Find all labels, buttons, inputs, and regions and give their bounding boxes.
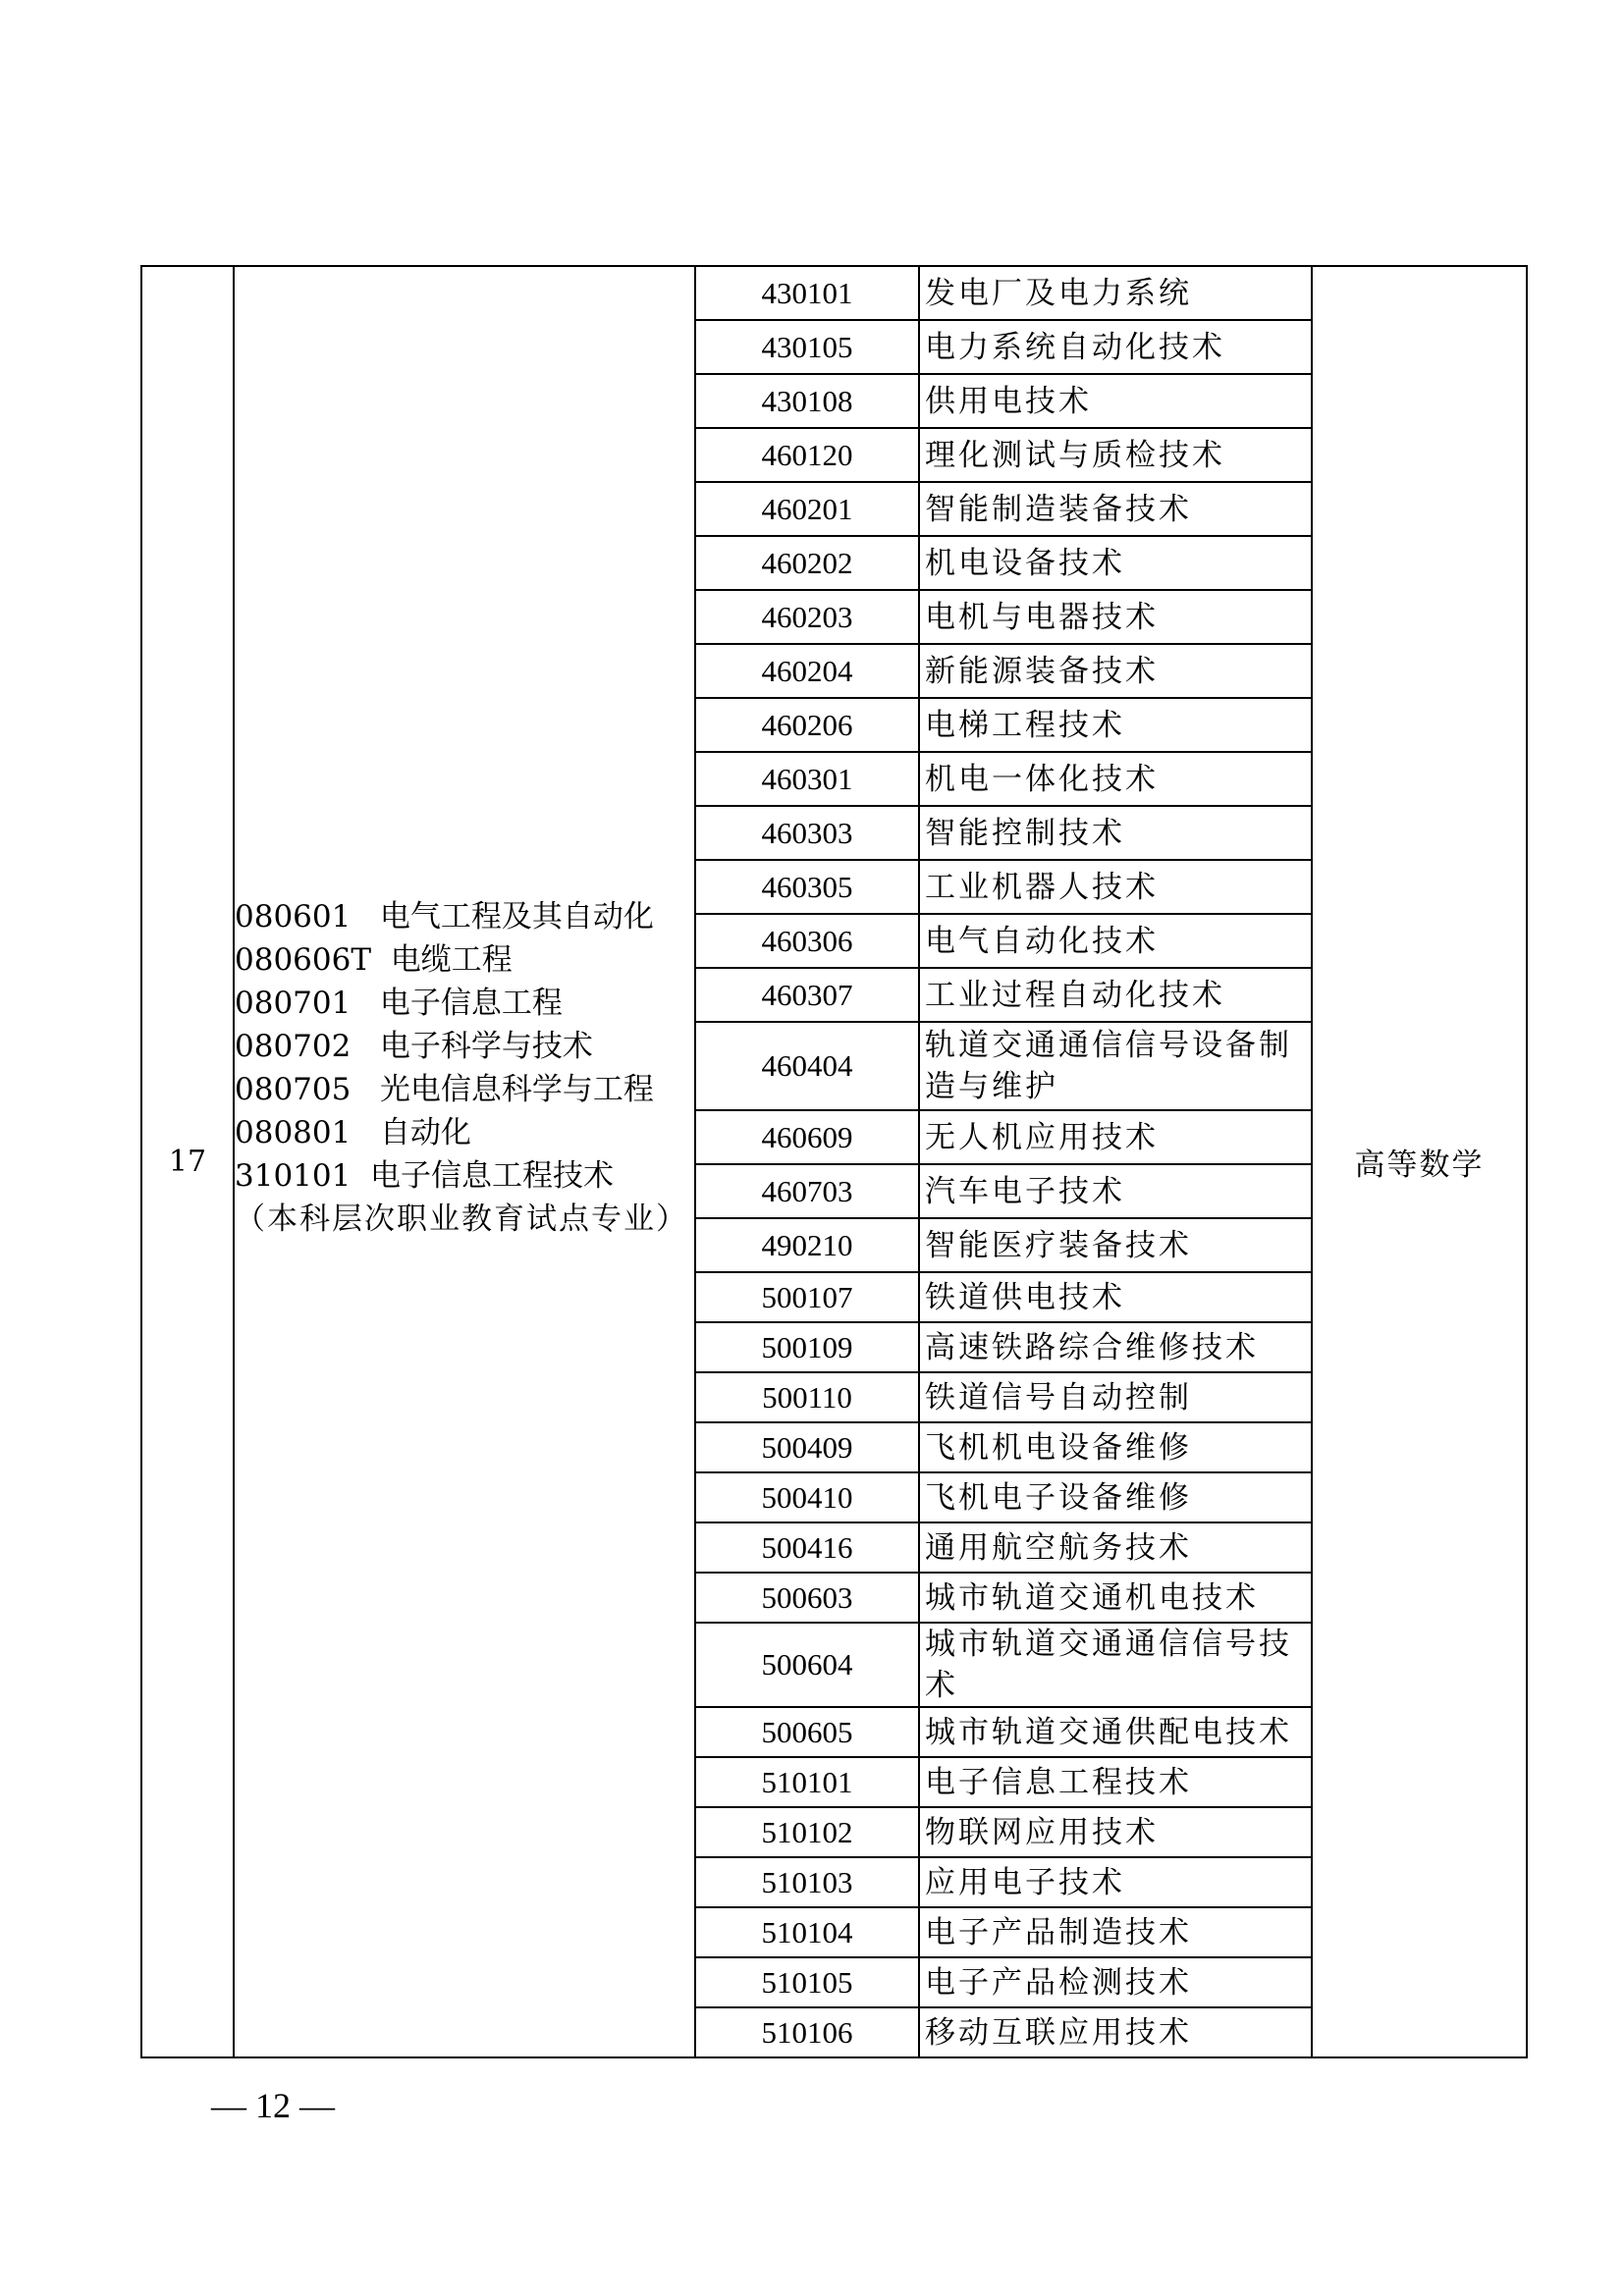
major-name: 电机与电器技术 <box>919 590 1312 644</box>
major-name: 轨道交通通信信号设备制造与维护 <box>919 1022 1312 1110</box>
major-code: 430108 <box>695 374 919 428</box>
major-name: 飞机电子设备维修 <box>919 1472 1312 1522</box>
major-name: 飞机机电设备维修 <box>919 1422 1312 1472</box>
major-code: 430101 <box>695 266 919 320</box>
major-name: 无人机应用技术 <box>919 1110 1312 1164</box>
major-name: 汽车电子技术 <box>919 1164 1312 1218</box>
major-code: 500110 <box>695 1372 919 1422</box>
major-code: 460307 <box>695 968 919 1022</box>
major-code: 510102 <box>695 1807 919 1857</box>
undergraduate-major: 080601 电气工程及其自动化 <box>235 899 654 934</box>
major-code: 500416 <box>695 1522 919 1573</box>
major-code: 510103 <box>695 1857 919 1907</box>
row-number: 17 <box>141 266 234 2057</box>
major-name: 物联网应用技术 <box>919 1807 1312 1857</box>
major-name: 电子信息工程技术 <box>919 1757 1312 1807</box>
major-name: 智能制造装备技术 <box>919 482 1312 536</box>
major-name: 高速铁路综合维修技术 <box>919 1322 1312 1372</box>
major-code: 460301 <box>695 752 919 806</box>
major-code: 460206 <box>695 698 919 752</box>
major-code: 500603 <box>695 1573 919 1623</box>
majors-table <box>140 265 1528 2058</box>
major-name: 工业机器人技术 <box>919 860 1312 914</box>
major-name: 铁道供电技术 <box>919 1272 1312 1322</box>
major-code: 460204 <box>695 644 919 698</box>
major-code: 500409 <box>695 1422 919 1472</box>
major-code: 510101 <box>695 1757 919 1807</box>
undergraduate-major: 080705 光电信息科学与工程 <box>235 1072 654 1107</box>
major-name: 电子产品检测技术 <box>919 1957 1312 2007</box>
major-code: 460201 <box>695 482 919 536</box>
major-name: 电力系统自动化技术 <box>919 320 1312 374</box>
major-code: 510105 <box>695 1957 919 2007</box>
major-name: 供用电技术 <box>919 374 1312 428</box>
undergraduate-major: 080606T 电缆工程 <box>235 942 513 978</box>
major-name: 移动互联应用技术 <box>919 2007 1312 2057</box>
undergraduate-major: （本科层次职业教育试点专业） <box>235 1201 688 1237</box>
major-code: 510104 <box>695 1907 919 1957</box>
major-code: 460703 <box>695 1164 919 1218</box>
major-name: 电梯工程技术 <box>919 698 1312 752</box>
exam-subject: 高等数学 <box>1312 266 1527 2057</box>
undergraduate-major: 310101 电子信息工程技术 <box>235 1158 615 1194</box>
major-name: 智能医疗装备技术 <box>919 1218 1312 1272</box>
major-code: 460120 <box>695 428 919 482</box>
major-code: 510106 <box>695 2007 919 2057</box>
major-name: 工业过程自动化技术 <box>919 968 1312 1022</box>
major-code: 460305 <box>695 860 919 914</box>
major-name: 通用航空航务技术 <box>919 1522 1312 1573</box>
major-code: 460203 <box>695 590 919 644</box>
undergraduate-major: 080701 电子信息工程 <box>235 986 563 1021</box>
major-name: 城市轨道交通机电技术 <box>919 1573 1312 1623</box>
major-code: 460202 <box>695 536 919 590</box>
undergraduate-major: 080702 电子科学与技术 <box>235 1029 593 1064</box>
major-code: 430105 <box>695 320 919 374</box>
major-code: 500107 <box>695 1272 919 1322</box>
major-code: 460306 <box>695 914 919 968</box>
major-name: 电气自动化技术 <box>919 914 1312 968</box>
major-code: 490210 <box>695 1218 919 1272</box>
major-code: 500109 <box>695 1322 919 1372</box>
major-name: 智能控制技术 <box>919 806 1312 860</box>
major-name: 城市轨道交通供配电技术 <box>919 1707 1312 1757</box>
major-code: 500604 <box>695 1623 919 1707</box>
page-number: — 12 — <box>211 2086 335 2125</box>
major-name: 应用电子技术 <box>919 1857 1312 1907</box>
major-name: 机电一体化技术 <box>919 752 1312 806</box>
major-name: 新能源装备技术 <box>919 644 1312 698</box>
undergraduate-majors-cell <box>234 266 695 2057</box>
major-name: 铁道信号自动控制 <box>919 1372 1312 1422</box>
major-name: 电子产品制造技术 <box>919 1907 1312 1957</box>
table-row <box>141 266 1527 320</box>
major-name: 理化测试与质检技术 <box>919 428 1312 482</box>
major-name: 机电设备技术 <box>919 536 1312 590</box>
major-code: 460303 <box>695 806 919 860</box>
major-code: 500605 <box>695 1707 919 1757</box>
undergraduate-major: 080801 自动化 <box>235 1115 471 1150</box>
major-code: 500410 <box>695 1472 919 1522</box>
major-name: 发电厂及电力系统 <box>919 266 1312 320</box>
major-code: 460609 <box>695 1110 919 1164</box>
major-code: 460404 <box>695 1022 919 1110</box>
major-name: 城市轨道交通通信信号技术 <box>919 1623 1312 1707</box>
